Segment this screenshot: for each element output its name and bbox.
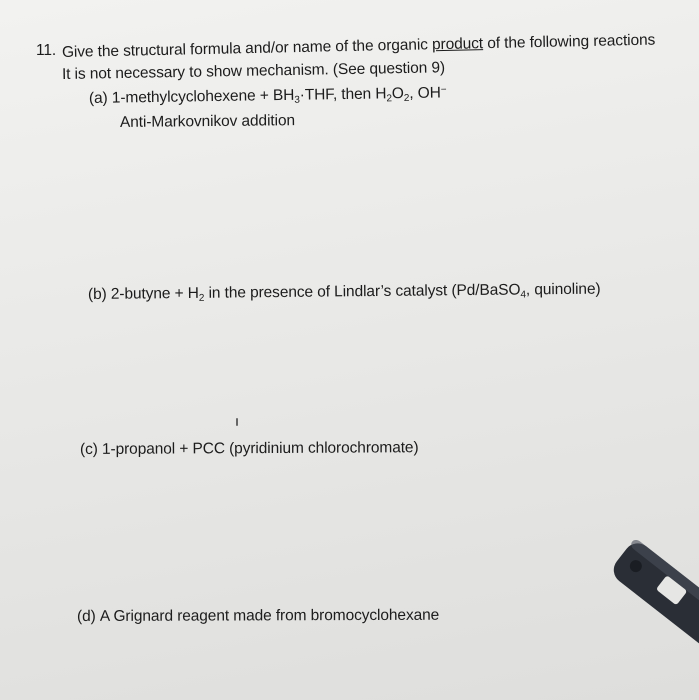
part-a-sup: − [440, 84, 447, 96]
part-c [80, 439, 419, 459]
part-c-label: (c) [79, 440, 98, 458]
instruction-text-a: Give the structural formula and/or name of the organic [61, 36, 433, 61]
part-b-label: (b) [87, 285, 107, 303]
part-d-label: (d) [76, 607, 96, 625]
part-a-t3: O [391, 85, 404, 103]
question-instruction-line2: It is not necessary to show mechanism. (See question 9) [61, 59, 446, 83]
part-a-note: Anti-Markovnikov addition [119, 112, 296, 131]
question-instruction-line1 [62, 32, 656, 62]
part-a-label: (a) [88, 89, 108, 107]
part-a-s2: 2 [386, 93, 392, 105]
part-b-t3: , quinoline) [525, 280, 601, 299]
part-d-text: A Grignard reagent made from bromocyclohexane [99, 606, 440, 625]
pen-icon [590, 540, 699, 690]
instruction-underlined-word: product [431, 35, 484, 54]
pen-mark [236, 418, 238, 426]
part-b-t2: in the presence of Lindlar’s catalyst (Pd/BaSO [204, 281, 521, 302]
part-a-s1: 3 [294, 94, 300, 106]
part-b [88, 281, 601, 305]
part-b-s1: 2 [198, 292, 205, 304]
instruction-text-b: of the following reactions [482, 31, 656, 53]
question-number: 11. [36, 42, 57, 59]
part-b-s2: 4 [520, 289, 526, 301]
part-a-t2: ·THF, then H [299, 85, 387, 104]
part-a [89, 84, 447, 109]
part-a-t1: 1-methylcyclohexene + BH [111, 86, 295, 107]
part-a-t4: , OH [409, 84, 441, 102]
part-c-text: 1-propanol + PCC (pyridinium chlorochromate) [101, 439, 419, 458]
part-d [77, 607, 439, 626]
part-b-t1: 2-butyne + H [110, 284, 199, 303]
part-a-s3: 2 [403, 92, 410, 105]
